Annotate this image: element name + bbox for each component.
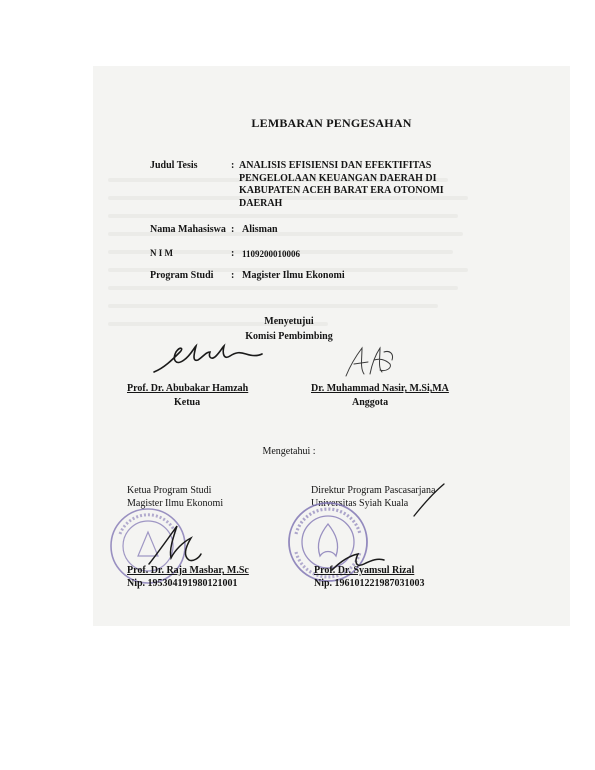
official-left-nip: Nip. 195304191980121001 [127,578,238,589]
judul-label: Judul Tesis [150,160,198,171]
acknowledgement-heading: Mengetahui : [262,446,316,457]
prodi-colon: : [231,270,235,281]
advisor-anggota-name: Dr. Muhammad Nasir, M.Si,MA [311,383,449,394]
nama-value: Alisman [242,224,278,235]
advisor-ketua-role: Ketua [174,397,201,408]
prodi-value: Magister Ilmu Ekonomi [242,270,345,281]
thesis-title-line: KABUPATEN ACEH BARAT ERA OTONOMI [239,185,444,196]
bleed-through-line [108,304,438,308]
bleed-through-line [108,214,458,218]
approval-committee: Komisi Pembimbing [245,331,333,342]
signature-ketua [150,338,265,378]
nim-colon: : [231,248,235,259]
signature-anggota [340,342,400,382]
page-title: LEMBARAN PENGESAHAN [251,116,412,130]
official-left-name: Prof. Dr. Raja Masbar, M.Sc [127,565,249,576]
thesis-title-line: ANALISIS EFISIENSI DAN EFEKTIFITAS [239,160,432,171]
judul-colon: : [231,160,235,171]
nama-colon: : [231,224,235,235]
bleed-through-line [108,286,458,290]
thesis-title-line: DAERAH [239,197,283,209]
official-right-name: Prof. Dr. Syamsul Rizal [314,565,415,576]
nama-label: Nama Mahasiswa [150,224,226,235]
nim-value: 1109200010006 [242,249,301,259]
official-left-position: Ketua Program Studi [127,485,212,496]
official-right-nip: Nip. 196101221987031003 [314,578,425,589]
approval-heading: Menyetujui [264,316,314,327]
signature-kaprodi [145,520,205,570]
nim-label: N I M [150,248,173,258]
official-right-position: Direktur Program Pascasarjana [311,485,436,496]
signature-direktur-flourish [410,480,450,520]
official-left-program: Magister Ilmu Ekonomi [127,498,224,509]
prodi-label: Program Studi [150,270,214,281]
thesis-title [239,160,469,210]
official-right-institution: Universitas Syiah Kuala [311,498,409,509]
advisor-anggota-role: Anggota [352,397,389,408]
advisor-ketua-name: Prof. Dr. Abubakar Hamzah [127,383,249,394]
thesis-title-line: PENGELOLAAN KEUANGAN DAERAH DI [239,172,437,184]
